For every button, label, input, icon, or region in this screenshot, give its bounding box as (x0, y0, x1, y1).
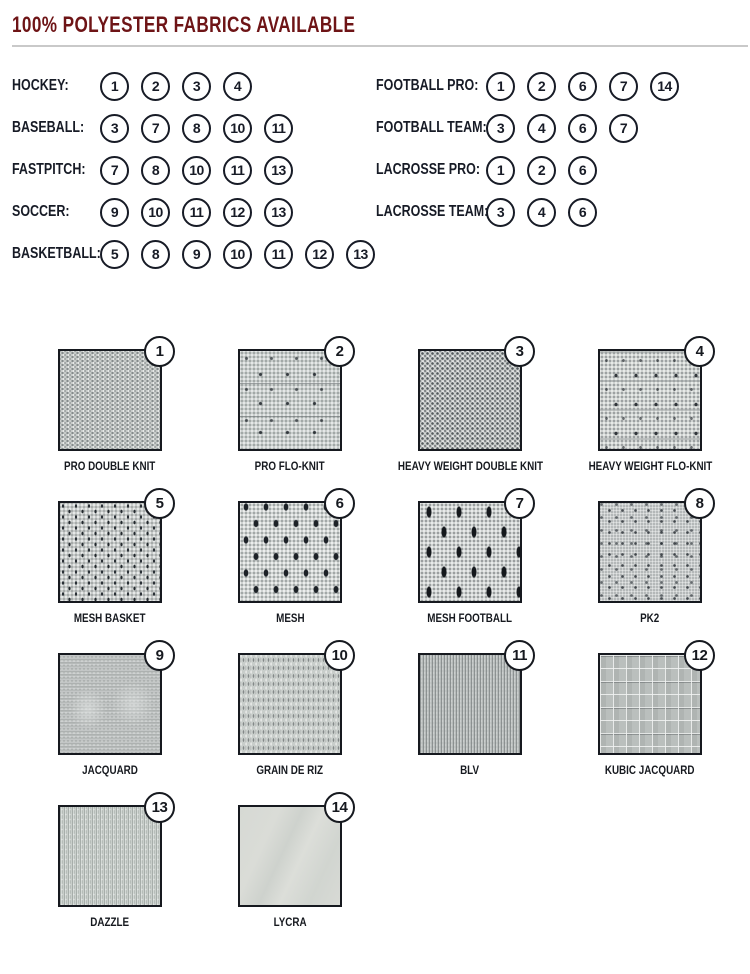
sport-label (12, 77, 100, 95)
sport-label (12, 119, 100, 137)
fabric-card (418, 485, 522, 625)
sport-label (376, 77, 486, 95)
sport-label (12, 245, 100, 263)
page-title (12, 13, 750, 37)
sport-label (376, 203, 489, 221)
fabric-number-badge: 7 (141, 114, 170, 143)
sport-label-text: BASKETBALL: (12, 245, 101, 262)
fabric-number-list (486, 156, 609, 185)
fabric-number-badge: 4 (223, 72, 252, 101)
fabric-number-badge: 1 (486, 156, 515, 185)
sport-row (12, 233, 376, 275)
fabric-swatch-image (238, 799, 348, 907)
fabric-number-badge: 12 (684, 640, 715, 671)
fabric-number-badge: 7 (609, 72, 638, 101)
sport-row (376, 191, 750, 233)
fabric-name-label: DAZZLE (90, 915, 130, 929)
fabric-number-badge: 4 (684, 336, 715, 367)
fabric-number-badge: 13 (144, 792, 175, 823)
fabric-number-badge: 8 (141, 156, 170, 185)
sport-row (12, 107, 376, 149)
sport-label (376, 161, 486, 179)
sports-column-left (0, 65, 376, 275)
fabric-number-badge: 12 (305, 240, 334, 269)
fabric-number-list (100, 198, 305, 227)
fabric-name-label: PK2 (640, 611, 660, 625)
sport-row (376, 149, 750, 191)
sport-label-text: SOCCER: (12, 203, 70, 220)
fabric-number-badge: 10 (223, 114, 252, 143)
fabric-swatch-image (418, 343, 524, 451)
fabric-card (418, 637, 527, 777)
fabric-name-label: LYCRA (273, 915, 307, 929)
fabric-catalog-page (0, 13, 750, 929)
sport-row (12, 149, 376, 191)
fabric-number-badge: 2 (527, 72, 556, 101)
fabric-number-list (100, 72, 264, 101)
fabric-number-badge: 11 (504, 640, 535, 671)
fabric-number-badge: 11 (182, 198, 211, 227)
fabric-number-badge: 2 (324, 336, 355, 367)
fabric-name-label: HEAVY WEIGHT DOUBLE KNIT (397, 459, 543, 473)
fabric-number-badge: 1 (144, 336, 175, 367)
fabric-name-label: MESH FOOTBALL (427, 611, 513, 625)
fabric-number-badge: 13 (264, 156, 293, 185)
fabric-number-badge: 13 (264, 198, 293, 227)
fabric-number-list (100, 114, 305, 143)
fabric-swatch-image (238, 647, 348, 755)
fabric-number-badge: 7 (504, 488, 535, 519)
sport-label (12, 161, 100, 179)
fabric-name-label: PRO DOUBLE KNIT (64, 459, 156, 473)
fabric-number-badge: 3 (100, 114, 129, 143)
fabric-number-badge: 12 (223, 198, 252, 227)
fabric-name-label: MESH (275, 611, 305, 625)
sport-label-text: HOCKEY: (12, 77, 69, 94)
sport-label-text: FOOTBALL TEAM: (376, 119, 487, 136)
fabric-number-badge: 3 (182, 72, 211, 101)
fabric-number-badge: 4 (527, 114, 556, 143)
fabric-number-badge: 7 (609, 114, 638, 143)
fabric-name-label: KUBIC JACQUARD (605, 763, 695, 777)
fabric-number-badge: 14 (324, 792, 355, 823)
sport-label-text: FOOTBALL PRO: (376, 77, 479, 94)
fabric-number-list (486, 114, 650, 143)
fabric-number-badge: 5 (100, 240, 129, 269)
fabric-card (238, 637, 348, 777)
sport-label (12, 203, 100, 221)
fabric-card (58, 789, 168, 929)
fabric-number-badge: 1 (486, 72, 515, 101)
fabric-swatch-image (418, 647, 527, 755)
fabric-number-badge: 6 (568, 114, 597, 143)
fabric-number-badge: 13 (346, 240, 375, 269)
fabric-number-badge: 3 (486, 114, 515, 143)
fabric-number-badge: 10 (223, 240, 252, 269)
fabric-swatch-image (598, 647, 708, 755)
fabric-name-label: JACQUARD (82, 763, 138, 777)
fabric-number-badge: 11 (223, 156, 252, 185)
sports-column-right (376, 65, 750, 275)
fabric-number-badge: 6 (324, 488, 355, 519)
fabric-name-label: BLV (460, 763, 480, 777)
fabric-number-badge: 6 (568, 72, 597, 101)
fabric-swatch-image (598, 343, 704, 451)
fabric-name-label: PRO FLO-KNIT (255, 459, 325, 473)
fabric-swatch-image (238, 343, 344, 451)
fabric-card (58, 637, 162, 777)
fabric-swatch-image (58, 343, 164, 451)
fabric-number-list (486, 72, 691, 101)
fabric-card (575, 333, 726, 473)
title-divider (12, 45, 748, 47)
fabric-swatch-image (238, 495, 344, 603)
fabric-swatch-image (58, 495, 164, 603)
fabric-number-badge: 9 (182, 240, 211, 269)
sport-label-text: LACROSSE TEAM: (376, 203, 489, 220)
fabric-number-badge: 7 (100, 156, 129, 185)
fabric-name-label: MESH BASKET (74, 611, 146, 625)
fabric-swatch-image (598, 495, 704, 603)
sport-label (376, 119, 486, 137)
fabric-name-label: HEAVY WEIGHT FLO-KNIT (588, 459, 712, 473)
fabric-swatch-image (58, 799, 168, 907)
fabric-number-badge: 8 (684, 488, 715, 519)
fabric-number-badge: 4 (527, 198, 556, 227)
sport-label-text: BASEBALL: (12, 119, 85, 136)
fabric-number-badge: 10 (141, 198, 170, 227)
fabric-number-badge: 3 (504, 336, 535, 367)
fabric-number-badge: 5 (144, 488, 175, 519)
fabric-name-label: GRAIN DE RIZ (256, 763, 324, 777)
fabric-number-badge: 6 (568, 156, 597, 185)
fabric-card (58, 485, 162, 625)
sports-availability-section (0, 65, 750, 275)
fabric-card (595, 637, 708, 777)
fabric-number-badge: 11 (264, 240, 293, 269)
fabric-number-badge: 6 (568, 198, 597, 227)
fabric-card (382, 333, 559, 473)
fabric-card (238, 485, 342, 625)
fabric-card (238, 333, 342, 473)
fabric-number-badge: 8 (141, 240, 170, 269)
fabric-number-badge: 1 (100, 72, 129, 101)
sport-label-text: FASTPITCH: (12, 161, 86, 178)
fabric-swatch-grid (20, 333, 750, 929)
fabric-number-badge: 14 (650, 72, 679, 101)
fabric-card (598, 485, 702, 625)
fabric-number-badge: 10 (324, 640, 355, 671)
fabric-number-badge: 3 (486, 198, 515, 227)
fabric-number-badge: 2 (527, 156, 556, 185)
sport-row (376, 107, 750, 149)
sport-label-text: LACROSSE PRO: (376, 161, 481, 178)
fabric-number-badge: 2 (141, 72, 170, 101)
fabric-number-badge: 9 (100, 198, 129, 227)
fabric-swatch-image (418, 495, 524, 603)
sport-row (376, 65, 750, 107)
page-title-text: 100% POLYESTER FABRICS AVAILABLE (12, 12, 356, 37)
sport-row (12, 191, 376, 233)
fabric-number-list (100, 156, 305, 185)
fabric-number-badge: 10 (182, 156, 211, 185)
fabric-swatch-image (58, 647, 164, 755)
fabric-number-list (100, 240, 387, 269)
sport-row (12, 65, 376, 107)
fabric-card (238, 789, 348, 929)
fabric-number-badge: 9 (144, 640, 175, 671)
fabric-number-list (486, 198, 609, 227)
fabric-card (54, 333, 165, 473)
fabric-number-badge: 8 (182, 114, 211, 143)
fabric-number-badge: 11 (264, 114, 293, 143)
